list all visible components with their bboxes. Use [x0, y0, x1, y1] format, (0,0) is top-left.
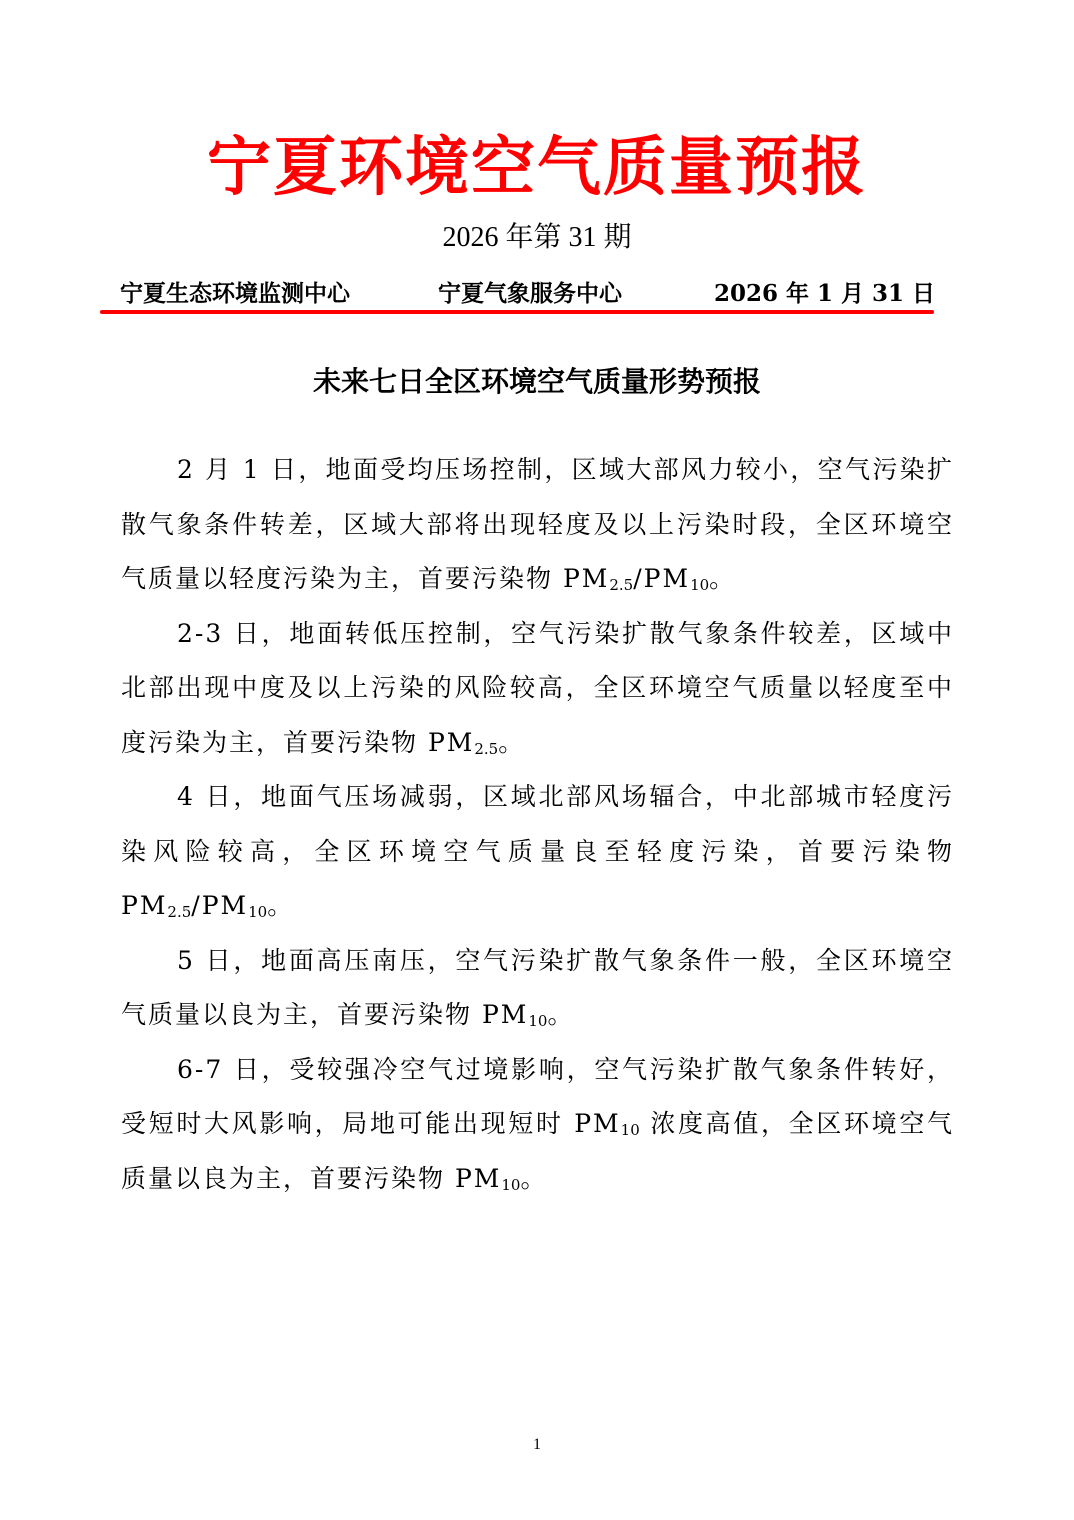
- forecast-paragraph-day1: 2 月 1 日，地面受均压场控制，区域大部风力较小，空气污染扩散气象条件转差，区域大部将出现轻度及以上污染时段，全区环境空气质量以轻度污染为主，首要污染物 $PM_{2.5}/PM_{10}$。: [121, 455, 954, 594]
- publish-date: 2026 年 1 月 31 日: [713, 280, 935, 307]
- meteorological-center-name: 宁夏气象服务中心: [438, 280, 622, 307]
- forecast-paragraph-day4: 4 日，地面气压场减弱，区域北部风场辐合，中北部城市轻度污染风险较高，全区环境空气质量良至轻度污染，首要污染物 $PM_{2.5}/PM_{10}$。: [121, 782, 954, 921]
- forecast-paragraph-day5: 5 日，地面高压南压，空气污染扩散气象条件一般，全区环境空气质量以良为主，首要污染物 $PM_{10}$。: [121, 945, 954, 1030]
- forecast-headline: 未来七日全区环境空气质量形势预报: [312, 365, 761, 398]
- red-divider: [100, 310, 934, 314]
- forecast-body: [121, 443, 954, 1206]
- info-bar: [120, 276, 935, 312]
- monitoring-center-name: 宁夏生态环境监测中心: [120, 280, 350, 307]
- forecast-paragraph-day2-3: 2-3 日，地面转低压控制，空气污染扩散气象条件较差，区域中北部出现中度及以上污染的风险较高，全区环境空气质量以轻度至中度污染为主，首要污染物 $PM_{2.5}$。: [121, 618, 954, 758]
- issue-number: 2026 年第 31 期: [442, 222, 632, 253]
- forecast-paragraph-day6-7: 6-7 日，受较强冷空气过境影响，空气污染扩散气象条件转好，受短时大风影响，局地可能出现短时 $PM_{10}$ 浓度高值，全区环境空气质量以良为主，首要污染物 $PM_{10}$。: [121, 1054, 954, 1194]
- page-number: 1: [533, 1436, 541, 1453]
- masthead-title: 宁夏环境空气质量预报: [207, 130, 867, 205]
